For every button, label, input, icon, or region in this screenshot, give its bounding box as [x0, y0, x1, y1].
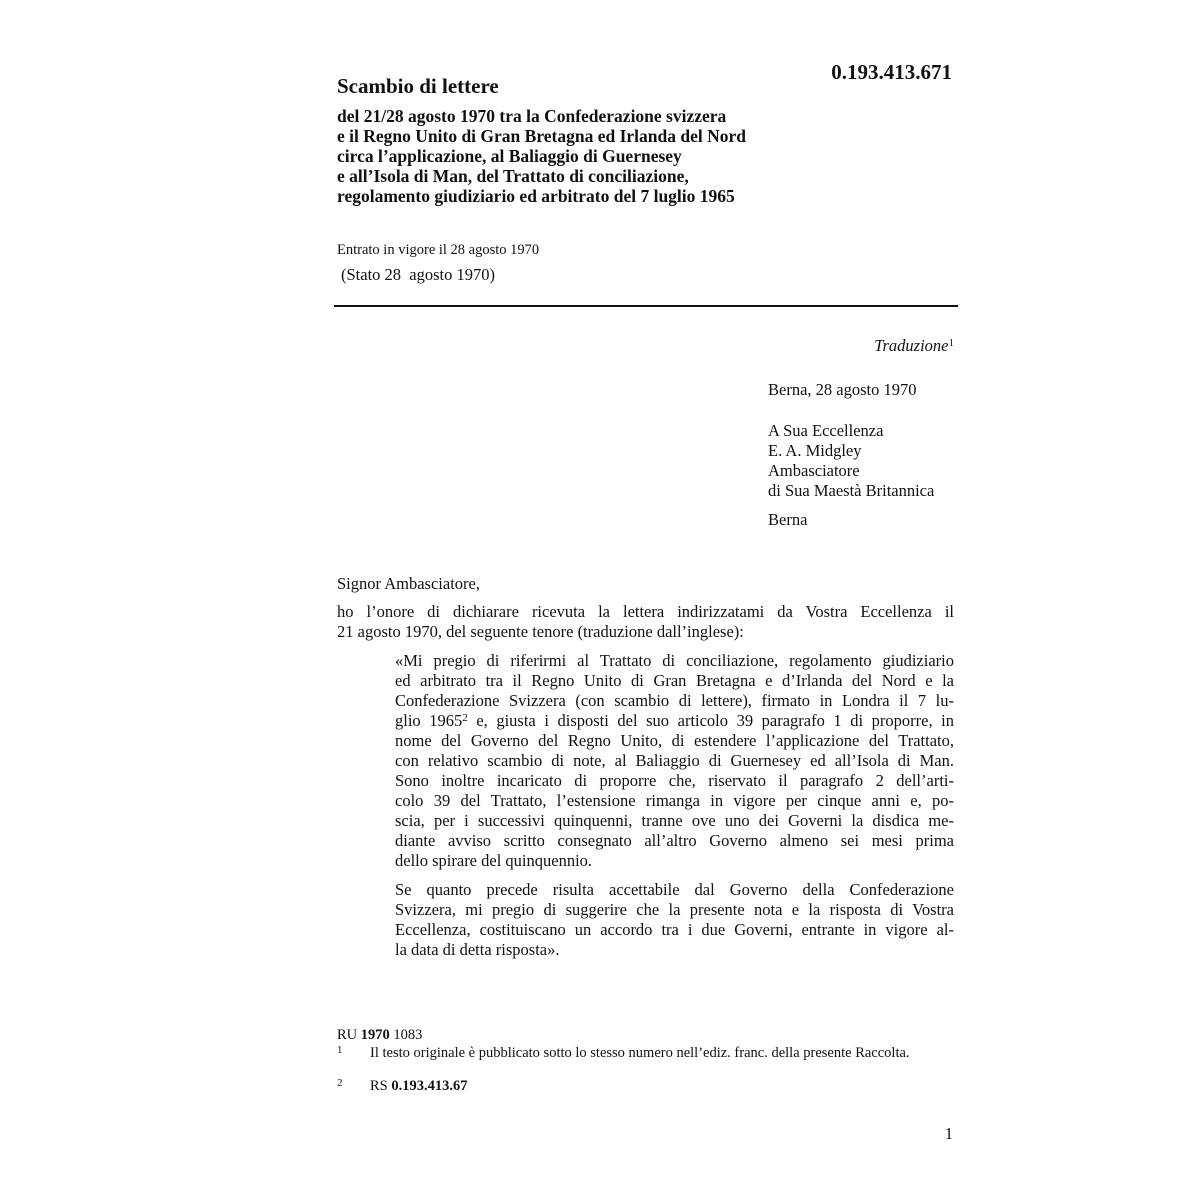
subtitle-line: circa l’applicazione, al Baliaggio di Guernesey: [337, 146, 682, 166]
quote-line: Confederazione Svizzera (con scambio di lettere), firmato in Londra il 7 lu-: [395, 691, 954, 710]
recipient-line: A Sua Eccellenza: [768, 421, 884, 440]
ru-year: 1970: [360, 1027, 390, 1043]
subtitle-line: e all’Isola di Man, del Trattato di conciliazione,: [337, 166, 689, 186]
quoted-paragraph-2: [395, 880, 954, 960]
footnote-text: Il testo originale è pubblicato sotto lo stesso numero nell’ediz. franc. della presente Raccolta.: [370, 1045, 910, 1061]
document-subtitle: [337, 106, 746, 206]
quote-line: con relativo scambio di note, al Baliaggio di Guernesey ed all’Isola di Man.: [395, 751, 954, 770]
ru-reference: [337, 1027, 422, 1044]
quote-line: colo 39 del Trattato, l’estensione rimanga in vigore per cinque anni e, po-: [395, 791, 954, 810]
in-force-date: Entrato in vigore il 28 agosto 1970: [337, 242, 540, 258]
subtitle-line: regolamento giudiziario ed arbitrato del 7 luglio 1965: [337, 186, 735, 206]
body-paragraph: [337, 602, 954, 642]
footnote-link[interactable]: 0.193.413.67: [391, 1078, 468, 1094]
document-title: Scambio di lettere: [337, 74, 499, 98]
footnote-text: [370, 1079, 950, 1094]
page-number: 1: [944, 1124, 953, 1143]
salutation: Signor Ambasciatore,: [337, 574, 480, 593]
quoted-paragraph-1: [395, 651, 954, 871]
subtitle-line: e il Regno Unito di Gran Bretagna ed Irlanda del Nord: [337, 126, 747, 146]
quote-line: Se quanto precede risulta accettabile dal Governo della Confederazione: [395, 880, 954, 899]
body-line: 21 agosto 1970, del seguente tenore (traduzione dall’inglese):: [337, 622, 744, 641]
quote-line: scia, per i successivi quinquenni, tranne ove uno dei Governi la disdica me-: [395, 811, 954, 830]
ru-prefix: RU: [337, 1027, 361, 1043]
letter-place-date: Berna, 28 agosto 1970: [768, 380, 917, 399]
footnote-ref[interactable]: 1: [948, 337, 954, 349]
recipient-line: di Sua Maestà Britannica: [768, 481, 935, 500]
body-line: ho l’onore di dichiarare ricevuta la lettera indirizzatami da Vostra Eccellenza il: [337, 602, 954, 621]
footnote-prefix: RS: [370, 1078, 392, 1094]
header-divider: [334, 305, 958, 307]
quote-line: la data di detta risposta».: [395, 940, 560, 959]
quote-line: Eccellenza, costituiscano un accordo tra i due Governi, entrante in vigore al-: [395, 920, 954, 939]
recipient-line: E. A. Midgley: [768, 441, 862, 460]
quote-line: diante avviso scritto consegnato all’altro Governo almeno sei mesi prima: [395, 831, 954, 850]
quote-line: Svizzera, mi pregio di suggerire che la presente nota e la risposta di Vostra: [395, 900, 954, 919]
document-number: 0.193.413.671: [831, 60, 952, 84]
footnote-number: 2: [337, 1077, 343, 1089]
quote-line: «Mi pregio di riferirmi al Trattato di conciliazione, regolamento giudiziario: [395, 651, 954, 670]
quote-text: glio 1965: [395, 711, 463, 730]
quote-line: dello spirare del quinquennio.: [395, 851, 593, 870]
recipient-city: Berna: [768, 510, 808, 529]
footnote-ref[interactable]: 2: [462, 712, 468, 724]
quote-line: [395, 711, 954, 731]
letter-recipient: [768, 421, 934, 501]
subtitle-line: del 21/28 agosto 1970 tra la Confederazione svizzera: [337, 106, 727, 126]
quote-line: Sono inoltre incaricato di proporre che, riservato il paragrafo 2 dell’arti-: [395, 771, 954, 790]
translation-text: Traduzione: [874, 336, 949, 355]
status-date: (Stato 28 agosto 1970): [341, 265, 495, 284]
quote-line: ed arbitrato tra il Regno Unito di Gran Bretagna e d’Irlanda del Nord e la: [395, 671, 954, 690]
footnote-number: 1: [337, 1044, 343, 1056]
recipient-line: Ambasciatore: [768, 461, 860, 480]
ru-page: 1083: [389, 1027, 423, 1043]
quote-line: nome del Governo del Regno Unito, di estendere l’applicazione del Trattato,: [395, 731, 954, 750]
quote-text: e, giusta i disposti del suo articolo 39 paragrafo 1 di proporre, in: [467, 711, 954, 730]
translation-label: [874, 336, 954, 356]
